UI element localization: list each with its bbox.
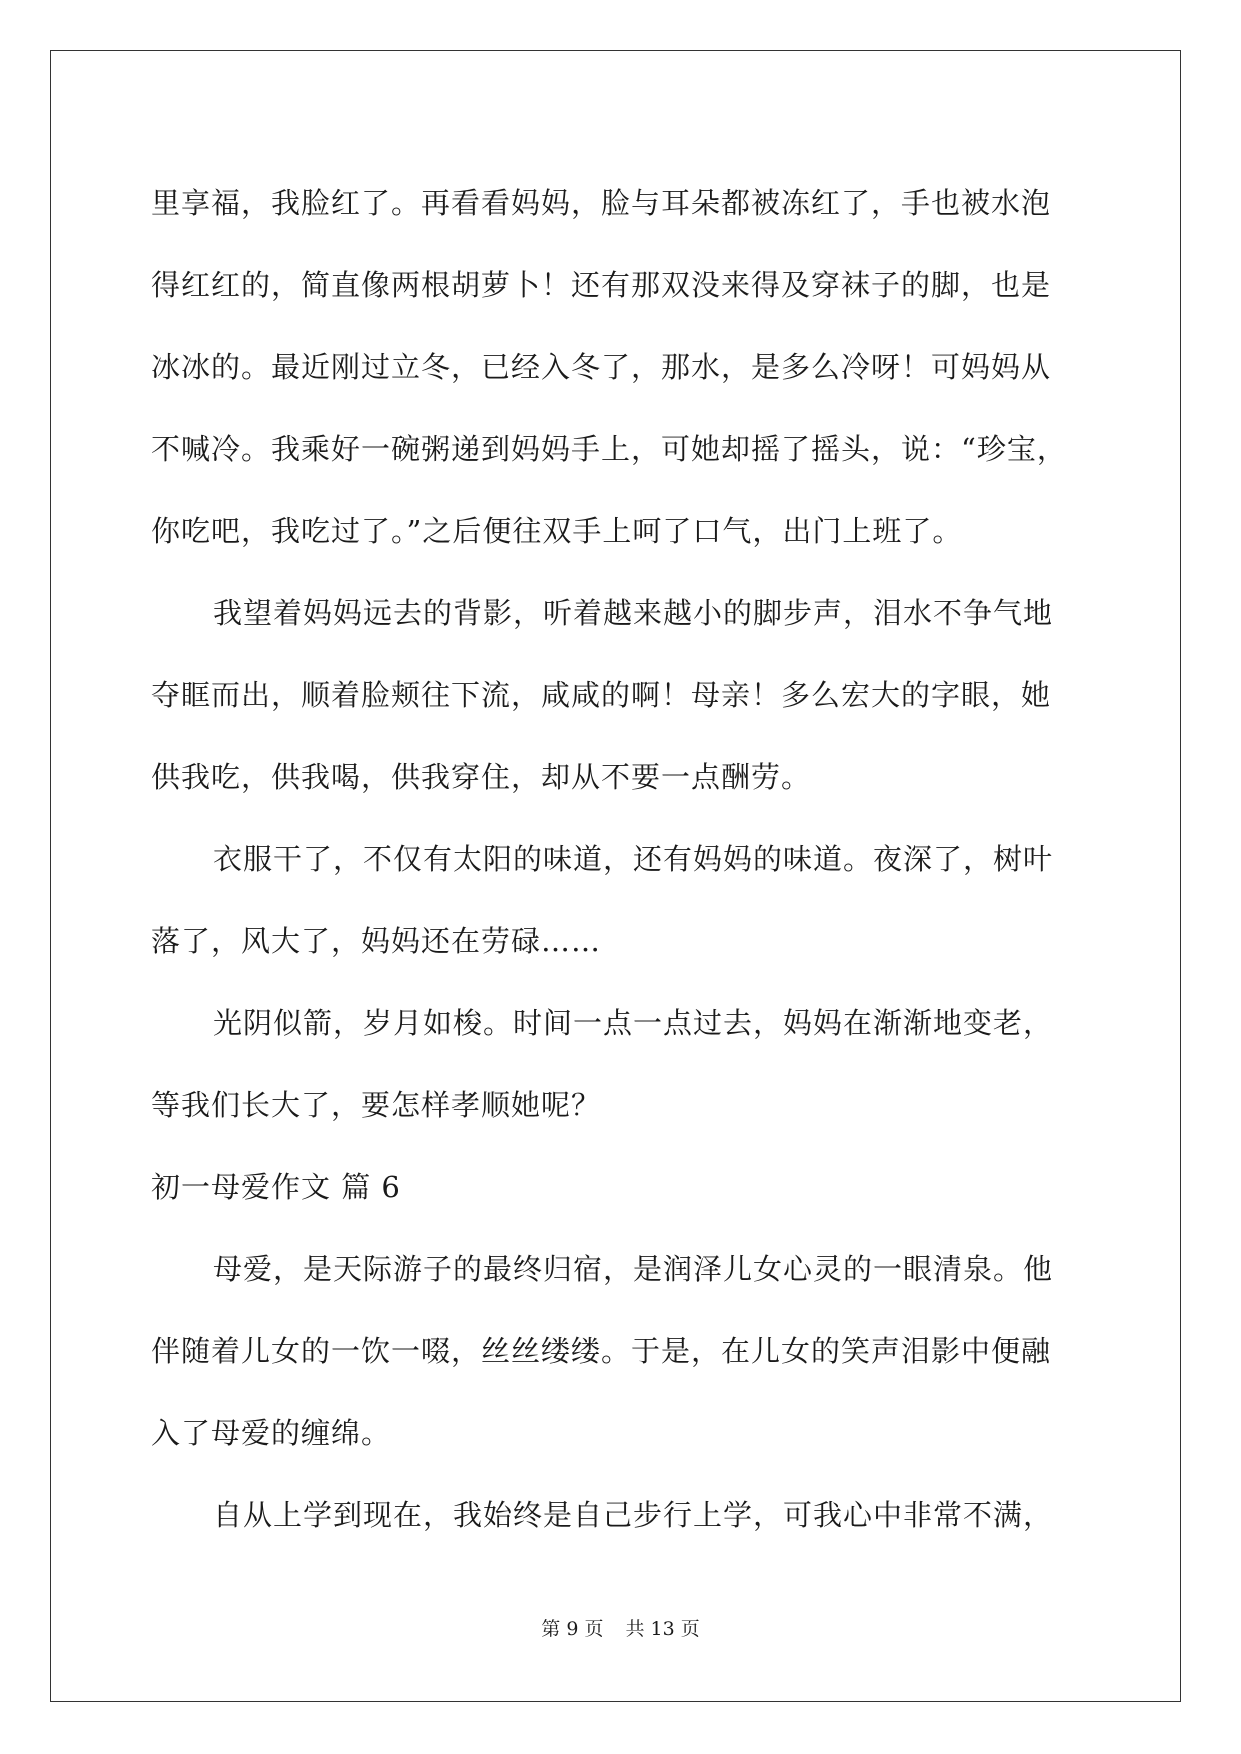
text-line: 衣服干了，不仅有太阳的味道，还有妈妈的味道。夜深了，树叶: [213, 842, 1054, 876]
text-line: 不喊冷。我乘好一碗粥递到妈妈手上，可她却摇了摇头，说：“珍宝，: [151, 432, 1067, 466]
text-line: 夺眶而出，顺着脸颊往下流，咸咸的啊！母亲！多么宏大的字眼，她: [151, 678, 1052, 712]
text-line: 母爱，是天际游子的最终归宿，是润泽儿女心灵的一眼清泉。他: [213, 1252, 1054, 1286]
text-line: 你吃吧，我吃过了。”之后便往双手上呵了口气，出门上班了。: [151, 514, 963, 548]
page-number: 第 9 页: [541, 1618, 604, 1640]
text-line: 落了，风大了，妈妈还在劳碌……: [151, 924, 602, 958]
text-line: 冰冰的。最近刚过立冬，已经入冬了，那水，是多么冷呀！可妈妈从: [151, 350, 1052, 384]
section-title: 初一母爱作文 篇 6: [151, 1170, 401, 1204]
document-body: [151, 162, 1096, 1556]
text-line: 自从上学到现在，我始终是自己步行上学，可我心中非常不满，: [213, 1498, 1054, 1532]
text-line: 等我们长大了，要怎样孝顺她呢？: [151, 1088, 602, 1122]
text-line: 伴随着儿女的一饮一啜，丝丝缕缕。于是，在儿女的笑声泪影中便融: [151, 1334, 1052, 1368]
text-line: 供我吃，供我喝，供我穿住，却从不要一点酬劳。: [151, 760, 812, 794]
page-total: 共 13 页: [625, 1618, 700, 1640]
text-line: 得红红的，简直像两根胡萝卜！还有那双没来得及穿袜子的脚，也是: [151, 268, 1052, 302]
page-footer: [0, 1614, 1241, 1641]
text-line: 里享福，我脸红了。再看看妈妈，脸与耳朵都被冻红了，手也被水泡: [151, 186, 1052, 220]
text-line: 我望着妈妈远去的背影，听着越来越小的脚步声，泪水不争气地: [213, 596, 1054, 630]
text-line: 光阴似箭，岁月如梭。时间一点一点过去，妈妈在渐渐地变老，: [213, 1006, 1054, 1040]
text-line: 入了母爱的缠绵。: [151, 1416, 392, 1450]
